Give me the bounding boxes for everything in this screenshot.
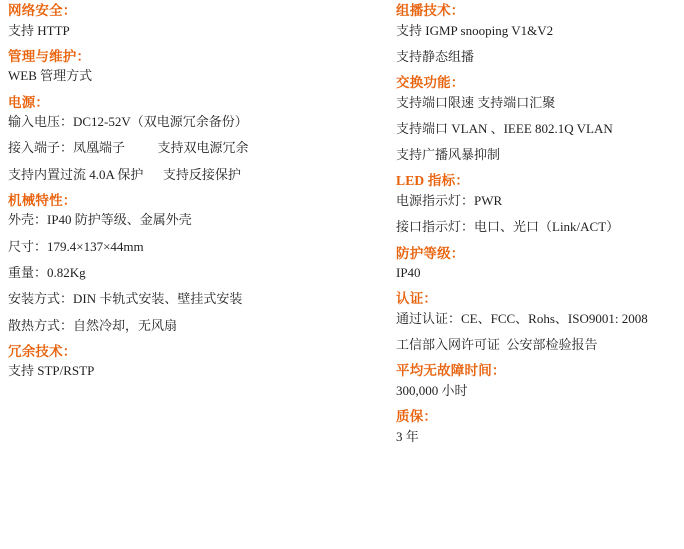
section-line: 支持广播风暴抑制 <box>396 147 501 163</box>
spec-section-network-security <box>8 4 388 38</box>
section-line: 3 年 <box>396 428 419 444</box>
section-heading: 质保： <box>396 409 438 425</box>
spec-section-protection-rating <box>396 247 684 281</box>
spec-section-certification <box>396 292 684 352</box>
section-line: 散热方式：自然冷却，无风扇 <box>8 317 178 333</box>
section-line: 支持 IGMP snooping V1&V2 <box>396 22 554 38</box>
spec-section-redundancy <box>8 345 388 379</box>
section-heading: LED 指标： <box>396 173 470 189</box>
section-line: 支持 STP/RSTP <box>8 363 95 379</box>
section-line: 输入电压：DC12-52V（双电源冗余备份） <box>8 114 248 130</box>
section-heading: 认证： <box>396 291 438 307</box>
section-line: 工信部入网许可证 公安部检验报告 <box>396 337 598 353</box>
section-heading: 管理与维护： <box>8 48 91 64</box>
spec-section-multicast <box>396 4 684 64</box>
section-line: 支持端口 VLAN 、IEEE 802.1Q VLAN <box>396 120 613 136</box>
spec-section-mechanical <box>8 194 388 333</box>
spec-section-warranty <box>396 410 684 444</box>
spec-section-led <box>396 174 684 234</box>
section-line: 支持端口限速 支持端口汇聚 <box>396 94 556 110</box>
section-line: 通过认证：CE、FCC、Rohs、ISO9001: 2008 <box>396 310 648 326</box>
section-heading: 机械特性： <box>8 192 77 208</box>
section-heading: 电源： <box>8 94 50 110</box>
section-heading: 平均无故障时间： <box>396 363 506 379</box>
section-heading: 防护等级： <box>396 245 465 261</box>
section-heading: 组播技术： <box>396 3 465 18</box>
section-line: WEB 管理方式 <box>8 68 93 84</box>
section-line: 支持 HTTP <box>8 22 70 38</box>
section-line: 接口指示灯：电口、光口（Link/ACT） <box>396 219 620 235</box>
spec-section-switching <box>396 76 684 162</box>
section-heading: 交换功能： <box>396 75 465 91</box>
spec-section-management <box>8 50 388 84</box>
section-heading: 网络安全： <box>8 3 77 18</box>
section-heading: 冗余技术： <box>8 343 77 359</box>
spec-section-power <box>8 96 388 182</box>
spec-section-mtbf <box>396 364 684 398</box>
section-line: IP40 <box>396 265 421 281</box>
left-spec-column <box>8 0 388 379</box>
section-line: 重量：0.82Kg <box>8 265 86 281</box>
section-line: 支持内置过流 4.0A 保护 支持反接保护 <box>8 166 241 182</box>
section-line: 接入端子：凤凰端子 支持双电源冗余 <box>8 140 249 156</box>
section-line: 尺寸：179.4×137×44mm <box>8 238 144 254</box>
section-line: 外壳：IP40 防护等级、金属外壳 <box>8 212 192 228</box>
section-line: 电源指示灯：PWR <box>396 192 503 208</box>
section-line: 支持静态组播 <box>396 48 475 64</box>
section-line: 300,000 小时 <box>396 382 468 398</box>
right-spec-column <box>396 0 684 444</box>
section-line: 安装方式：DIN 卡轨式安装、壁挂式安装 <box>8 291 243 307</box>
